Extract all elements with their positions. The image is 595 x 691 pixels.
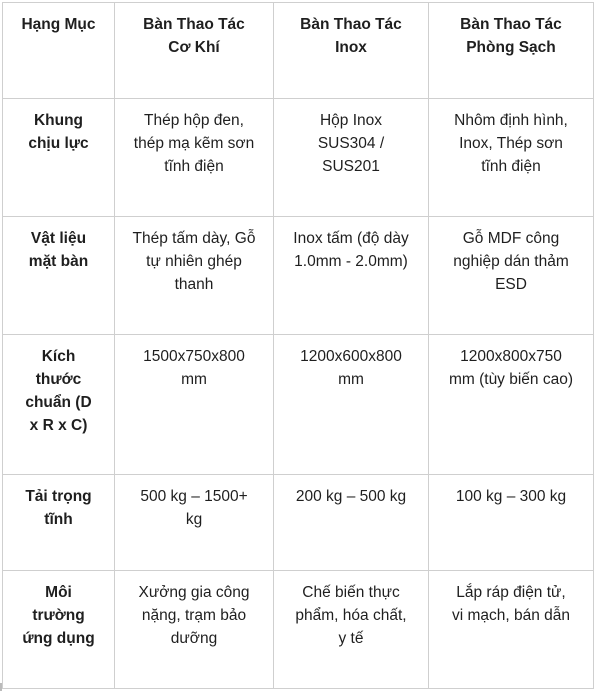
table-cell: 500 kg – 1500+ kg <box>115 475 274 571</box>
edge-marker <box>0 683 2 691</box>
table-cell: 1200x800x750 mm (tùy biến cao) <box>429 335 594 475</box>
header-mechanical-bench: Bàn Thao Tác Cơ Khí <box>115 3 274 99</box>
table-cell: 100 kg – 300 kg <box>429 475 594 571</box>
table-cell: 1500x750x800 mm <box>115 335 274 475</box>
row-label: Môi trường ứng dụng <box>3 571 115 689</box>
table-row <box>3 99 594 217</box>
table-cell: Gỗ MDF công nghiệp dán thảm ESD <box>429 217 594 335</box>
table-cell: Hộp Inox SUS304 / SUS201 <box>274 99 429 217</box>
row-label: Tải trọng tĩnh <box>3 475 115 571</box>
table-cell: 1200x600x800 mm <box>274 335 429 475</box>
header-inox-bench: Bàn Thao Tác Inox <box>274 3 429 99</box>
table-cell: Inox tấm (độ dày 1.0mm - 2.0mm) <box>274 217 429 335</box>
header-cleanroom-bench: Bàn Thao Tác Phòng Sạch <box>429 3 594 99</box>
comparison-table <box>2 2 594 689</box>
table-cell: Chế biến thực phẩm, hóa chất, y tế <box>274 571 429 689</box>
table-header-row <box>3 3 594 99</box>
table-row <box>3 475 594 571</box>
table-row <box>3 571 594 689</box>
table-cell: Thép hộp đen, thép mạ kẽm sơn tĩnh điện <box>115 99 274 217</box>
table-cell: Xưởng gia công nặng, trạm bảo dưỡng <box>115 571 274 689</box>
table-cell: 200 kg – 500 kg <box>274 475 429 571</box>
table-row <box>3 335 594 475</box>
table-cell: Lắp ráp điện tử, vi mạch, bán dẫn <box>429 571 594 689</box>
row-label: Khung chịu lực <box>3 99 115 217</box>
table-cell: Thép tấm dày, Gỗ tự nhiên ghép thanh <box>115 217 274 335</box>
row-label: Vật liệu mặt bàn <box>3 217 115 335</box>
table-cell: Nhôm định hình, Inox, Thép sơn tĩnh điện <box>429 99 594 217</box>
header-category: Hạng Mục <box>3 3 115 99</box>
table-row <box>3 217 594 335</box>
row-label: Kích thước chuẩn (D x R x C) <box>3 335 115 475</box>
